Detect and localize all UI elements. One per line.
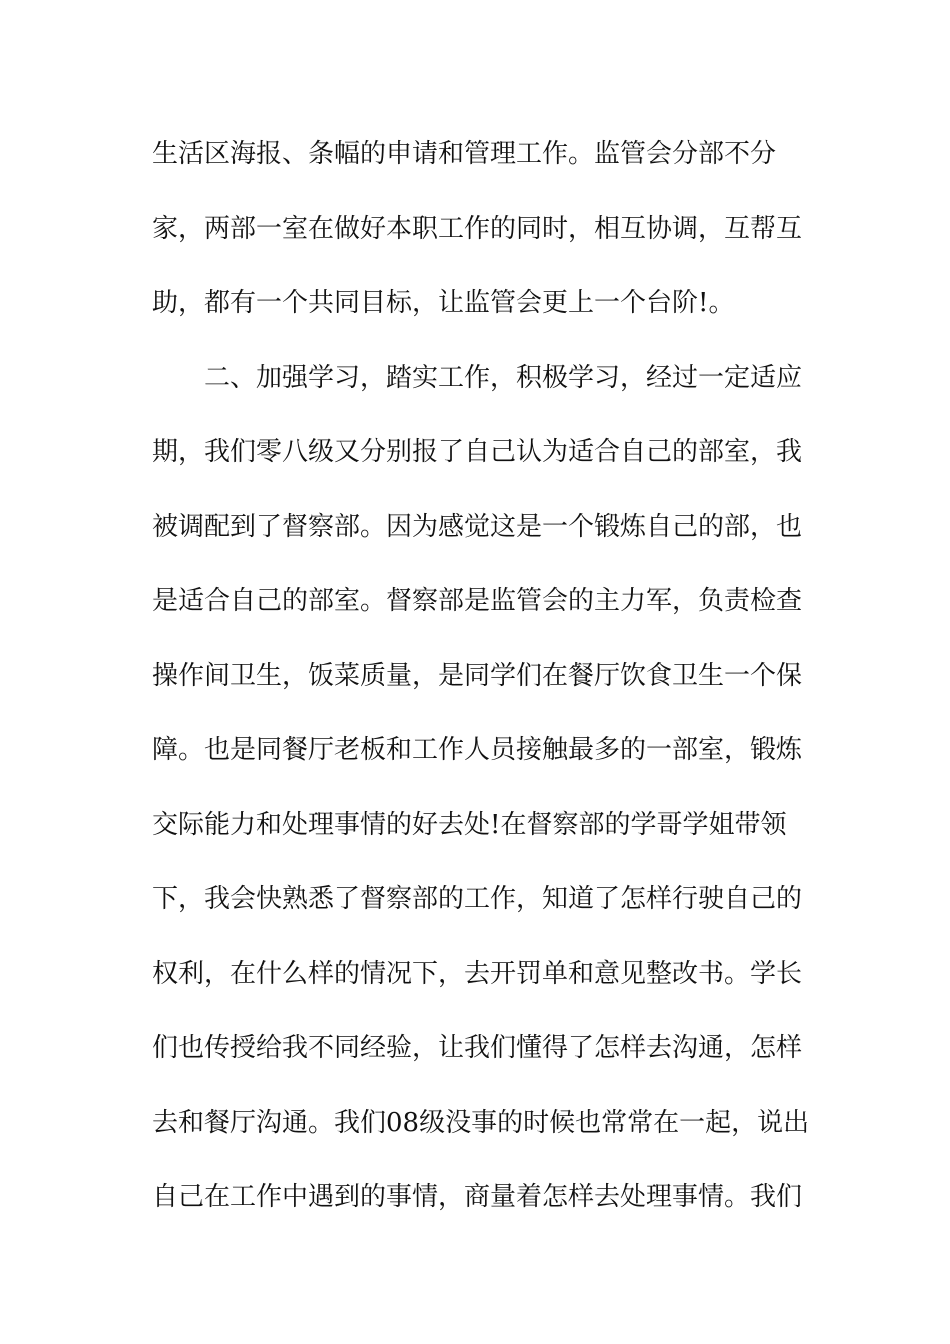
text-line: 生活区海报、条幅的申请和管理工作。监管会分部不分 — [152, 139, 777, 169]
text-line: 去和餐厅沟通。我们08级没事的时候也常常在一起，说出 — [152, 1107, 810, 1138]
text-line: 权利，在什么样的情况下，去开罚单和意见整改书。学长 — [152, 958, 803, 989]
text-line: 障。也是同餐厅老板和工作人员接触最多的一部室，锻炼 — [152, 735, 803, 765]
body-text — [152, 129, 812, 1247]
text-line: 们也传授给我不同经验，让我们懂得了怎样去沟通，怎样 — [152, 1033, 803, 1063]
text-line: 下，我会快熟悉了督察部的工作，知道了怎样行驶自己的 — [152, 884, 803, 914]
text-line: 操作间卫生，饭菜质量，是同学们在餐厅饮食卫生一个保 — [152, 660, 803, 691]
text-line: 期，我们零八级又分别报了自己认为适合自己的部室，我 — [152, 437, 803, 467]
text-line: 交际能力和处理事情的好去处!在督察部的学哥学姐带领 — [152, 809, 787, 840]
text-line: 被调配到了督察部。因为感觉这是一个锻炼自己的部，也 — [152, 511, 803, 542]
text-line: 家，两部一室在做好本职工作的同时，相互协调，互帮互 — [152, 213, 803, 244]
text-line: 是适合自己的部室。督察部是监管会的主力军，负责检查 — [152, 586, 803, 616]
text-line: 二、加强学习，踏实工作，积极学习，经过一定适应 — [152, 362, 803, 393]
text-line: 自己在工作中遇到的事情，商量着怎样去处理事情。我们 — [152, 1182, 803, 1212]
text-line: 助，都有一个共同目标，让监管会更上一个台阶!。 — [152, 288, 735, 318]
